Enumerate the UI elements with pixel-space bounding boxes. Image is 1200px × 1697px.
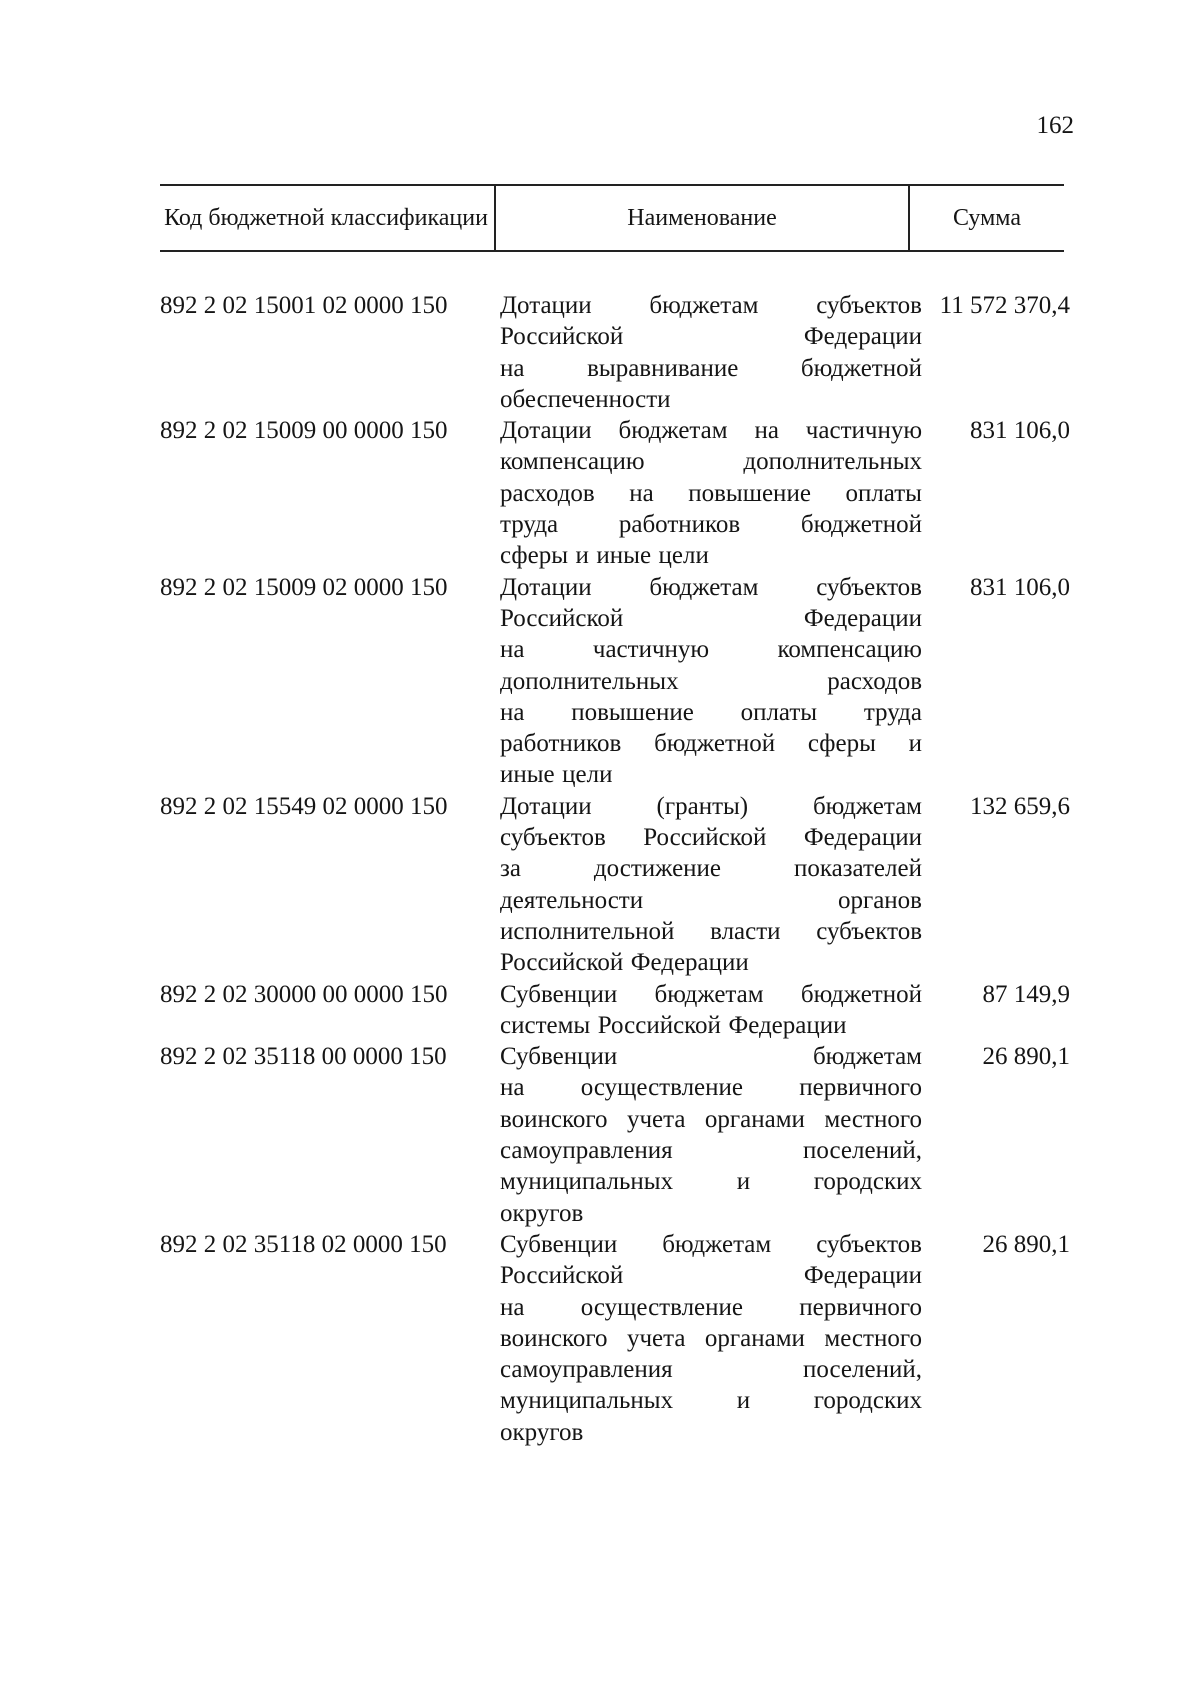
name-line: воинского учета органами местного bbox=[500, 1324, 922, 1352]
row-name bbox=[500, 979, 922, 1042]
name-line: работников бюджетной сферы и bbox=[500, 730, 922, 758]
name-line: системы Российской Федерации bbox=[500, 1011, 847, 1039]
name-line: Субвенции бюджетам bbox=[500, 1043, 922, 1071]
row-sum: 11 572 370,4 bbox=[939, 292, 1070, 319]
row-name bbox=[500, 791, 922, 979]
name-line: иные цели bbox=[500, 761, 613, 789]
name-line: муниципальных и городских bbox=[500, 1168, 922, 1196]
name-line: на повышение оплаты труда bbox=[500, 698, 922, 726]
name-line: на осуществление первичного bbox=[500, 1293, 922, 1321]
table-row bbox=[160, 791, 1070, 979]
row-name bbox=[500, 415, 922, 571]
row-code: 892 2 02 30000 00 0000 150 bbox=[160, 980, 448, 1008]
name-line: на частичную компенсацию bbox=[500, 636, 922, 664]
name-line: муниципальных и городских bbox=[500, 1387, 922, 1415]
row-name bbox=[500, 290, 922, 415]
row-code: 892 2 02 15009 00 0000 150 bbox=[160, 417, 448, 445]
row-code: 892 2 02 15001 02 0000 150 bbox=[160, 292, 448, 319]
name-line: труда работников бюджетной bbox=[500, 511, 922, 539]
name-line: Дотации бюджетам субъектов bbox=[500, 292, 922, 319]
name-line: дополнительных расходов bbox=[500, 667, 922, 695]
row-sum: 132 659,6 bbox=[970, 792, 1070, 820]
name-line: Дотации (гранты) бюджетам bbox=[500, 792, 922, 820]
table-row bbox=[160, 1229, 1070, 1448]
row-sum: 26 890,1 bbox=[982, 1230, 1070, 1258]
header-sum: Сумма bbox=[953, 205, 1021, 231]
name-line: на осуществление первичного bbox=[500, 1074, 922, 1102]
page-number: 162 bbox=[1036, 112, 1074, 139]
name-line: Российской Федерации bbox=[500, 1262, 922, 1290]
table-row bbox=[160, 415, 1070, 571]
name-line: Российской Федерации bbox=[500, 323, 922, 351]
row-name bbox=[500, 1041, 922, 1229]
name-line: расходов на повышение оплаты bbox=[500, 479, 922, 507]
name-line: Дотации бюджетам субъектов bbox=[500, 573, 922, 601]
name-line: Российской Федерации bbox=[500, 949, 749, 977]
name-line: округов bbox=[500, 1418, 584, 1446]
row-sum: 831 106,0 bbox=[970, 417, 1070, 445]
name-line: Субвенции бюджетам бюджетной bbox=[500, 980, 922, 1008]
table-row bbox=[160, 572, 1070, 791]
name-line: исполнительной власти субъектов bbox=[500, 917, 922, 945]
row-code: 892 2 02 35118 02 0000 150 bbox=[160, 1230, 447, 1258]
name-line: Российской Федерации bbox=[500, 604, 922, 632]
table-row bbox=[160, 979, 1070, 1042]
name-line: воинского учета органами местного bbox=[500, 1105, 922, 1133]
name-line: Субвенции бюджетам субъектов bbox=[500, 1230, 922, 1258]
row-sum: 26 890,1 bbox=[982, 1043, 1070, 1071]
row-name bbox=[500, 572, 922, 791]
name-line: субъектов Российской Федерации bbox=[500, 824, 922, 852]
table-body bbox=[160, 290, 1070, 1448]
row-code: 892 2 02 15009 02 0000 150 bbox=[160, 573, 448, 601]
row-sum: 831 106,0 bbox=[970, 573, 1070, 601]
name-line: сферы и иные цели bbox=[500, 542, 709, 570]
name-line: деятельности органов bbox=[500, 886, 922, 914]
row-sum: 87 149,9 bbox=[982, 980, 1070, 1008]
name-line: самоуправления поселений, bbox=[500, 1356, 922, 1384]
table-row bbox=[160, 290, 1070, 415]
header-code: Код бюджетной классификации bbox=[164, 205, 488, 231]
table-header bbox=[160, 184, 1064, 252]
name-line: обеспеченности bbox=[500, 385, 671, 413]
row-name bbox=[500, 1229, 922, 1448]
header-name: Наименование bbox=[494, 186, 910, 250]
row-code: 892 2 02 15549 02 0000 150 bbox=[160, 792, 448, 820]
table-row bbox=[160, 1041, 1070, 1229]
name-line: за достижение показателей bbox=[500, 855, 922, 883]
name-line: на выравнивание бюджетной bbox=[500, 354, 922, 382]
name-line: компенсацию дополнительных bbox=[500, 448, 922, 476]
name-line: Дотации бюджетам на частичную bbox=[500, 417, 922, 445]
name-line: самоуправления поселений, bbox=[500, 1137, 922, 1165]
row-code: 892 2 02 35118 00 0000 150 bbox=[160, 1043, 447, 1071]
name-line: округов bbox=[500, 1199, 584, 1227]
